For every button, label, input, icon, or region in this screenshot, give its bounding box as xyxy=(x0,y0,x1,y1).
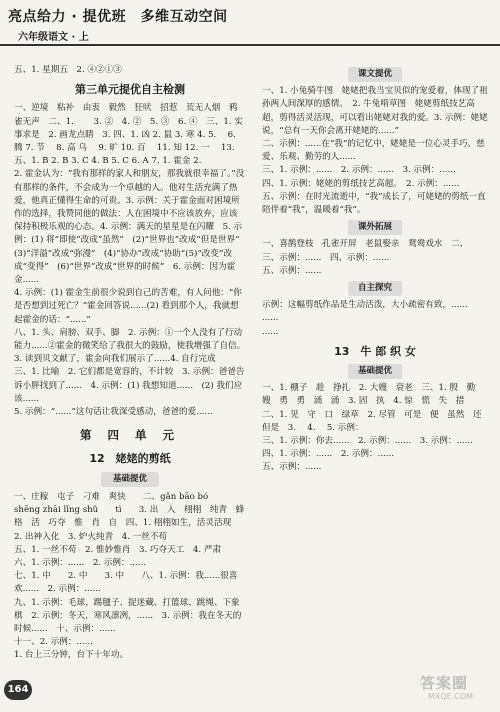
answer-paragraph: 一、喜鹊登枝 孔雀开屏 老鼠娶亲 鸳鸯戏水 二、 三、示例：...... 四、示例：...... xyxy=(262,239,473,263)
answer-paragraph: 五、示例：...... xyxy=(262,462,322,473)
section-badge: 基础提优 xyxy=(101,472,159,487)
answer-paragraph: 一、逆境 粘补 由衷 毅然 狂吠 招惹 荒无人烟 鸦雀无声 二、1. 3. ② 4. ② 5. ③ 6. ④ 三、1. 实事求是 2. 画龙点睛 3. 四、1. 凶 2. 鼠 3. 寒 4. 5. 6. 腾 7. 节 8. 高 乌 9. 旷 10. 百 11. 知 12. 一 13. 五、1. B 2. B 3. C 4. B 5. C 6. A 7. 1. 霍金 2. xyxy=(14,103,243,167)
answer-paragraph: 三、1. 示例：你去...... 2. 示例：...... 3. 示例：...... xyxy=(262,436,473,447)
answer-paragraph: 九、1. 示例：毛球、踢毽子、捉迷藏、打篮球、跳绳、下象棋 2. 示例：冬天，寒风凛冽，...... 3. 示例：我在冬天的时候...... 十、示例：...... xyxy=(14,597,242,634)
page-number: 164 xyxy=(4,680,32,700)
answer-paragraph: 一、1. 小兔骑牛图 姥姥把我当宝贝似的宠爱着，体现了祖孙两人间深厚的感情。 2. 牛兔啃草图 姥姥剪纸技艺高超，剪得活灵活现，可以看出姥姥对我的爱。3. 示例：姥姥说，“总有一天你会离开姥姥的......” xyxy=(262,86,488,136)
answer-paragraph: 五、1. 一丝不苟 2. 惟妙惟肖 3. 巧夺天工 4. 严肃 六、1. 示例：...... 2. 示例：...... xyxy=(14,544,230,568)
intro-line: 五、1. 星期五 2. ④②①③ xyxy=(14,65,122,75)
section-badge: 课外拓展 xyxy=(348,220,402,235)
answer-paragraph: 四、1. 示例：...... 2. 示例：...... xyxy=(262,449,394,460)
answer-paragraph: 四、1. 示例：姥姥的剪纸技艺高超。 2. 示例：...... xyxy=(262,178,460,189)
page-header xyxy=(0,0,500,56)
answer-paragraph: 五、示例：...... xyxy=(262,265,322,276)
answer-paragraph: 八、1. 头、肩膀、双手、脚 2. 示例：①一个人没有了行动能力......②霍金的微笑给了我很大的鼓励，使我增强了自信。 3. 读到贝文献了，霍金向我们展示了......4. 自行完成 xyxy=(14,327,250,365)
section-badge: 课文提优 xyxy=(348,67,402,82)
left-column xyxy=(14,64,253,663)
watermark-logo: 答案圈 xyxy=(420,674,469,692)
answer-paragraph: 三、1. 比喻 2. 它们都是宽容的，不计较 3. 示例：爸爸告诉小胖找到了...... 4. 示例：(1) 我想知道...... (2) 我们应该...... xyxy=(14,367,245,404)
answer-paragraph: 一、庄稼 屯子 刁难 爽快 二、gǎn bāo bó shēng zhāi lǐng shǔ tì 3. 出 入 栩栩 纯青 蜂 格 活 巧夺 惟 肖 自 四、1. 栩栩如生，活灵活现 2. 出神入化 3. 炉火纯青 4. 一丝不苟 xyxy=(14,491,253,542)
section-badge: 基础提优 xyxy=(348,364,402,379)
answer-paragraph: 三、1. 示例：...... 2. 示例：...... 3. 示例：...... xyxy=(262,165,456,176)
brand-title: 亮点给力 · 提优班 多维互动空间 xyxy=(8,9,228,25)
answer-paragraph: ...... xyxy=(262,326,279,337)
answer-paragraph: 4. 示例：(1) 霍金生前很少说到自己的苦难，有人问他：“你是否想到过死亡？”霍金回答说......(2) 看到那个人，我就想起霍金的话：“......” xyxy=(14,288,242,325)
answer-paragraph: 十一、2. 示例：...... xyxy=(14,637,93,648)
subject-label: 六年级语文 · 上 xyxy=(18,32,89,43)
lesson-title: 13 牛 郎 织 女 xyxy=(334,344,416,358)
answer-paragraph: 五、示例：在时光流逝中，“我”成长了，可姥姥的剪纸一直陪伴着“我”，温暖着“我”。 xyxy=(262,191,486,216)
unit-title: 第 四 单 元 xyxy=(79,428,180,443)
section-title: 第三单元提优自主检测 xyxy=(75,83,185,97)
watermark-url: MXQE.COM xyxy=(428,692,474,701)
answer-paragraph: 示例：这幅剪纸作品是生动活泼，大小疏密有致，...... xyxy=(262,300,468,311)
answer-paragraph: 5. 示例：“......”这句话让我深受感动，爸爸的爱...... xyxy=(14,407,213,418)
header-divider xyxy=(0,44,500,46)
lesson-title: 12 姥姥的剪纸 xyxy=(89,452,171,466)
answer-paragraph: 2. 霍金认为：“我有那样的家人和朋友，那我就很幸福了。”没有那样的条件，不会成为一个卓越的人。他对生活充满了热爱，他真正懂得生命的可贵。3. 示例：关于霍金面对困境所作的选择，我赞同他的做法：人在困境中不应该放弃，应该保持积极乐观的心态。4. 示例：满天的星星是在闪耀 5. 示例：(1) 将“即使”改成“虽然” (2)“世界也”改成“但是世界” (3)“洋溢”改成“弥漫” (4)“协办”改成“协助”(5)“改变”改成“变得” (6)“世界”改成“世界的时候” 6. 示例：因为霍金...... xyxy=(14,169,249,286)
answer-paragraph: ...... xyxy=(262,313,279,324)
section-badge: 自主探究 xyxy=(348,281,402,296)
answer-paragraph: 1. 台上三分钟，台下十年功。 xyxy=(14,650,129,661)
right-column xyxy=(262,64,491,475)
answer-paragraph: 一、1. 棚子 趁 挣扎 2. 大嫂 衰老 三、1. 殷 勤 嫂 勇 勇 涌 涌 3. 固 执 4. 惊 慌 失 措 二、1. 见 守 口 绿草 2. 尽管 可是 便 虽然 还 但是 3. 4. 5. 示例： xyxy=(262,383,491,433)
answer-paragraph: 七、1. 中 2. 中 3. 中 八、1. 示例：我......很喜欢...... 2. 示例：...... xyxy=(14,571,238,595)
answer-paragraph: 二、示例：......在“我”的记忆中，姥姥是一位心灵手巧、慈爱、乐观、勤劳的人...... xyxy=(262,139,485,163)
